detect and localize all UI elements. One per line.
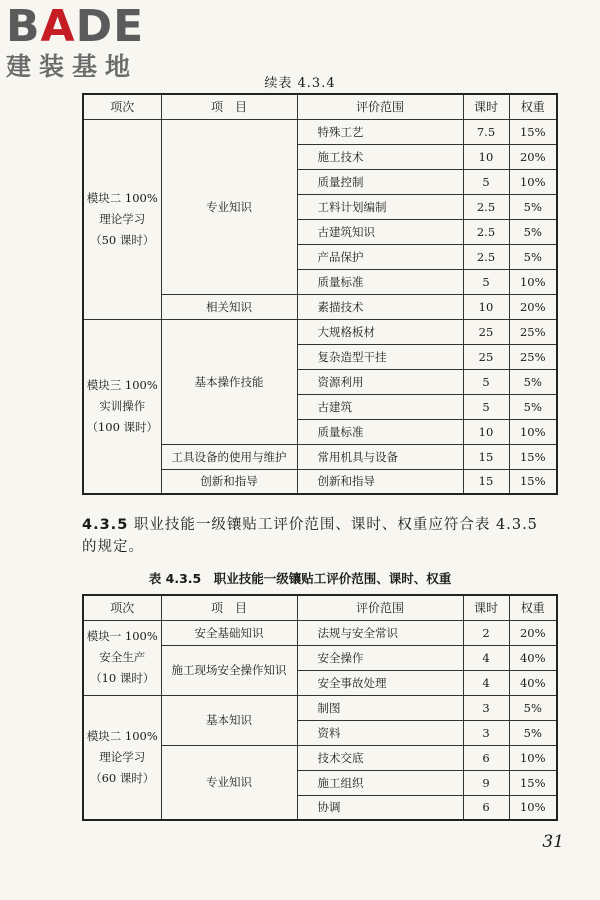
table-row (83, 319, 557, 344)
weight-cell: 15% (509, 444, 557, 469)
page-number: 31 (542, 832, 564, 852)
table-header-row (83, 94, 557, 119)
header-cell: 课时 (463, 595, 509, 620)
weight-cell: 5% (509, 695, 557, 720)
group-cell: 创新和指导 (161, 469, 297, 494)
scope-cell: 特殊工艺 (297, 119, 463, 144)
section-text: 职业技能一级镶贴工评价范围、课时、权重应符合表 4.3.5 的规定。 (82, 517, 538, 555)
group-cell: 安全基础知识 (161, 620, 297, 645)
header-cell: 评价范围 (297, 595, 463, 620)
hours-cell: 25 (463, 319, 509, 344)
weight-cell: 5% (509, 720, 557, 745)
hours-cell: 5 (463, 169, 509, 194)
section-paragraph (82, 514, 556, 558)
scope-cell: 资料 (297, 720, 463, 745)
hours-cell: 10 (463, 419, 509, 444)
weight-cell: 25% (509, 344, 557, 369)
weight-cell: 20% (509, 620, 557, 645)
module-cell: 模块二 100% 理论学习 （60 课时） (83, 695, 161, 820)
header-cell: 权重 (509, 94, 557, 119)
scope-cell: 资源利用 (297, 369, 463, 394)
hours-cell: 3 (463, 695, 509, 720)
scope-cell: 安全操作 (297, 645, 463, 670)
hours-cell: 9 (463, 770, 509, 795)
weight-cell: 10% (509, 169, 557, 194)
hours-cell: 2.5 (463, 219, 509, 244)
logo-subtitle: 建装基地 (6, 52, 139, 81)
scope-cell: 创新和指导 (297, 469, 463, 494)
group-cell: 工具设备的使用与维护 (161, 444, 297, 469)
scope-cell: 法规与安全常识 (297, 620, 463, 645)
weight-cell: 5% (509, 194, 557, 219)
hours-cell: 5 (463, 269, 509, 294)
weight-cell: 15% (509, 770, 557, 795)
weight-cell: 15% (509, 119, 557, 144)
scope-cell: 古建筑知识 (297, 219, 463, 244)
hours-cell: 6 (463, 795, 509, 820)
scope-cell: 产品保护 (297, 244, 463, 269)
weight-cell: 5% (509, 369, 557, 394)
hours-cell: 15 (463, 444, 509, 469)
weight-cell: 5% (509, 244, 557, 269)
scope-cell: 施工技术 (297, 144, 463, 169)
hours-cell: 5 (463, 394, 509, 419)
group-cell: 施工现场安全操作知识 (161, 645, 297, 695)
hours-cell: 7.5 (463, 119, 509, 144)
hours-cell: 25 (463, 344, 509, 369)
module-cell: 模块二 100% 理论学习 （50 课时） (83, 119, 161, 319)
section-number: 4.3.5 (82, 517, 129, 533)
header-cell: 评价范围 (297, 94, 463, 119)
scope-cell: 工料计划编制 (297, 194, 463, 219)
table-row (83, 620, 557, 645)
header-cell: 课时 (463, 94, 509, 119)
scope-cell: 质量标准 (297, 419, 463, 444)
weight-cell: 20% (509, 294, 557, 319)
hours-cell: 15 (463, 469, 509, 494)
module-cell: 模块三 100% 实训操作 （100 课时） (83, 319, 161, 494)
scope-cell: 施工组织 (297, 770, 463, 795)
hours-cell: 3 (463, 720, 509, 745)
weight-cell: 10% (509, 419, 557, 444)
weight-cell: 15% (509, 469, 557, 494)
scope-cell: 协调 (297, 795, 463, 820)
scope-cell: 安全事故处理 (297, 670, 463, 695)
weight-cell: 40% (509, 670, 557, 695)
hours-cell: 4 (463, 645, 509, 670)
table1-caption: 续表 4.3.4 (264, 76, 336, 91)
weight-cell: 10% (509, 745, 557, 770)
scope-cell: 质量控制 (297, 169, 463, 194)
module-cell: 模块一 100% 安全生产 （10 课时） (83, 620, 161, 695)
logo-wordmark: BADE (6, 1, 145, 52)
weight-cell: 10% (509, 795, 557, 820)
header-cell: 项 目 (161, 595, 297, 620)
scope-cell: 素描技术 (297, 294, 463, 319)
table-header-row (83, 595, 557, 620)
table-row (83, 119, 557, 144)
scope-cell: 常用机具与设备 (297, 444, 463, 469)
weight-cell: 20% (509, 144, 557, 169)
scope-cell: 复杂造型干挂 (297, 344, 463, 369)
hours-cell: 10 (463, 294, 509, 319)
evaluation-table-4-3-5 (82, 594, 558, 821)
group-cell: 专业知识 (161, 745, 297, 820)
group-cell: 专业知识 (161, 119, 297, 294)
weight-cell: 40% (509, 645, 557, 670)
weight-cell: 10% (509, 269, 557, 294)
scope-cell: 制图 (297, 695, 463, 720)
hours-cell: 5 (463, 369, 509, 394)
header-cell: 项 目 (161, 94, 297, 119)
group-cell: 基本知识 (161, 695, 297, 745)
group-cell: 相关知识 (161, 294, 297, 319)
group-cell: 基本操作技能 (161, 319, 297, 444)
hours-cell: 2.5 (463, 194, 509, 219)
weight-cell: 5% (509, 219, 557, 244)
weight-cell: 5% (509, 394, 557, 419)
hours-cell: 6 (463, 745, 509, 770)
weight-cell: 25% (509, 319, 557, 344)
scope-cell: 古建筑 (297, 394, 463, 419)
scope-cell: 技术交底 (297, 745, 463, 770)
table2-caption: 表 4.3.5 职业技能一级镶贴工评价范围、课时、权重 (148, 571, 452, 586)
evaluation-table-continued (82, 93, 558, 495)
scope-cell: 质量标准 (297, 269, 463, 294)
header-cell: 项次 (83, 595, 161, 620)
hours-cell: 10 (463, 144, 509, 169)
scope-cell: 大规格板材 (297, 319, 463, 344)
header-cell: 项次 (83, 94, 161, 119)
header-cell: 权重 (509, 595, 557, 620)
hours-cell: 4 (463, 670, 509, 695)
hours-cell: 2.5 (463, 244, 509, 269)
hours-cell: 2 (463, 620, 509, 645)
table-row (83, 695, 557, 720)
